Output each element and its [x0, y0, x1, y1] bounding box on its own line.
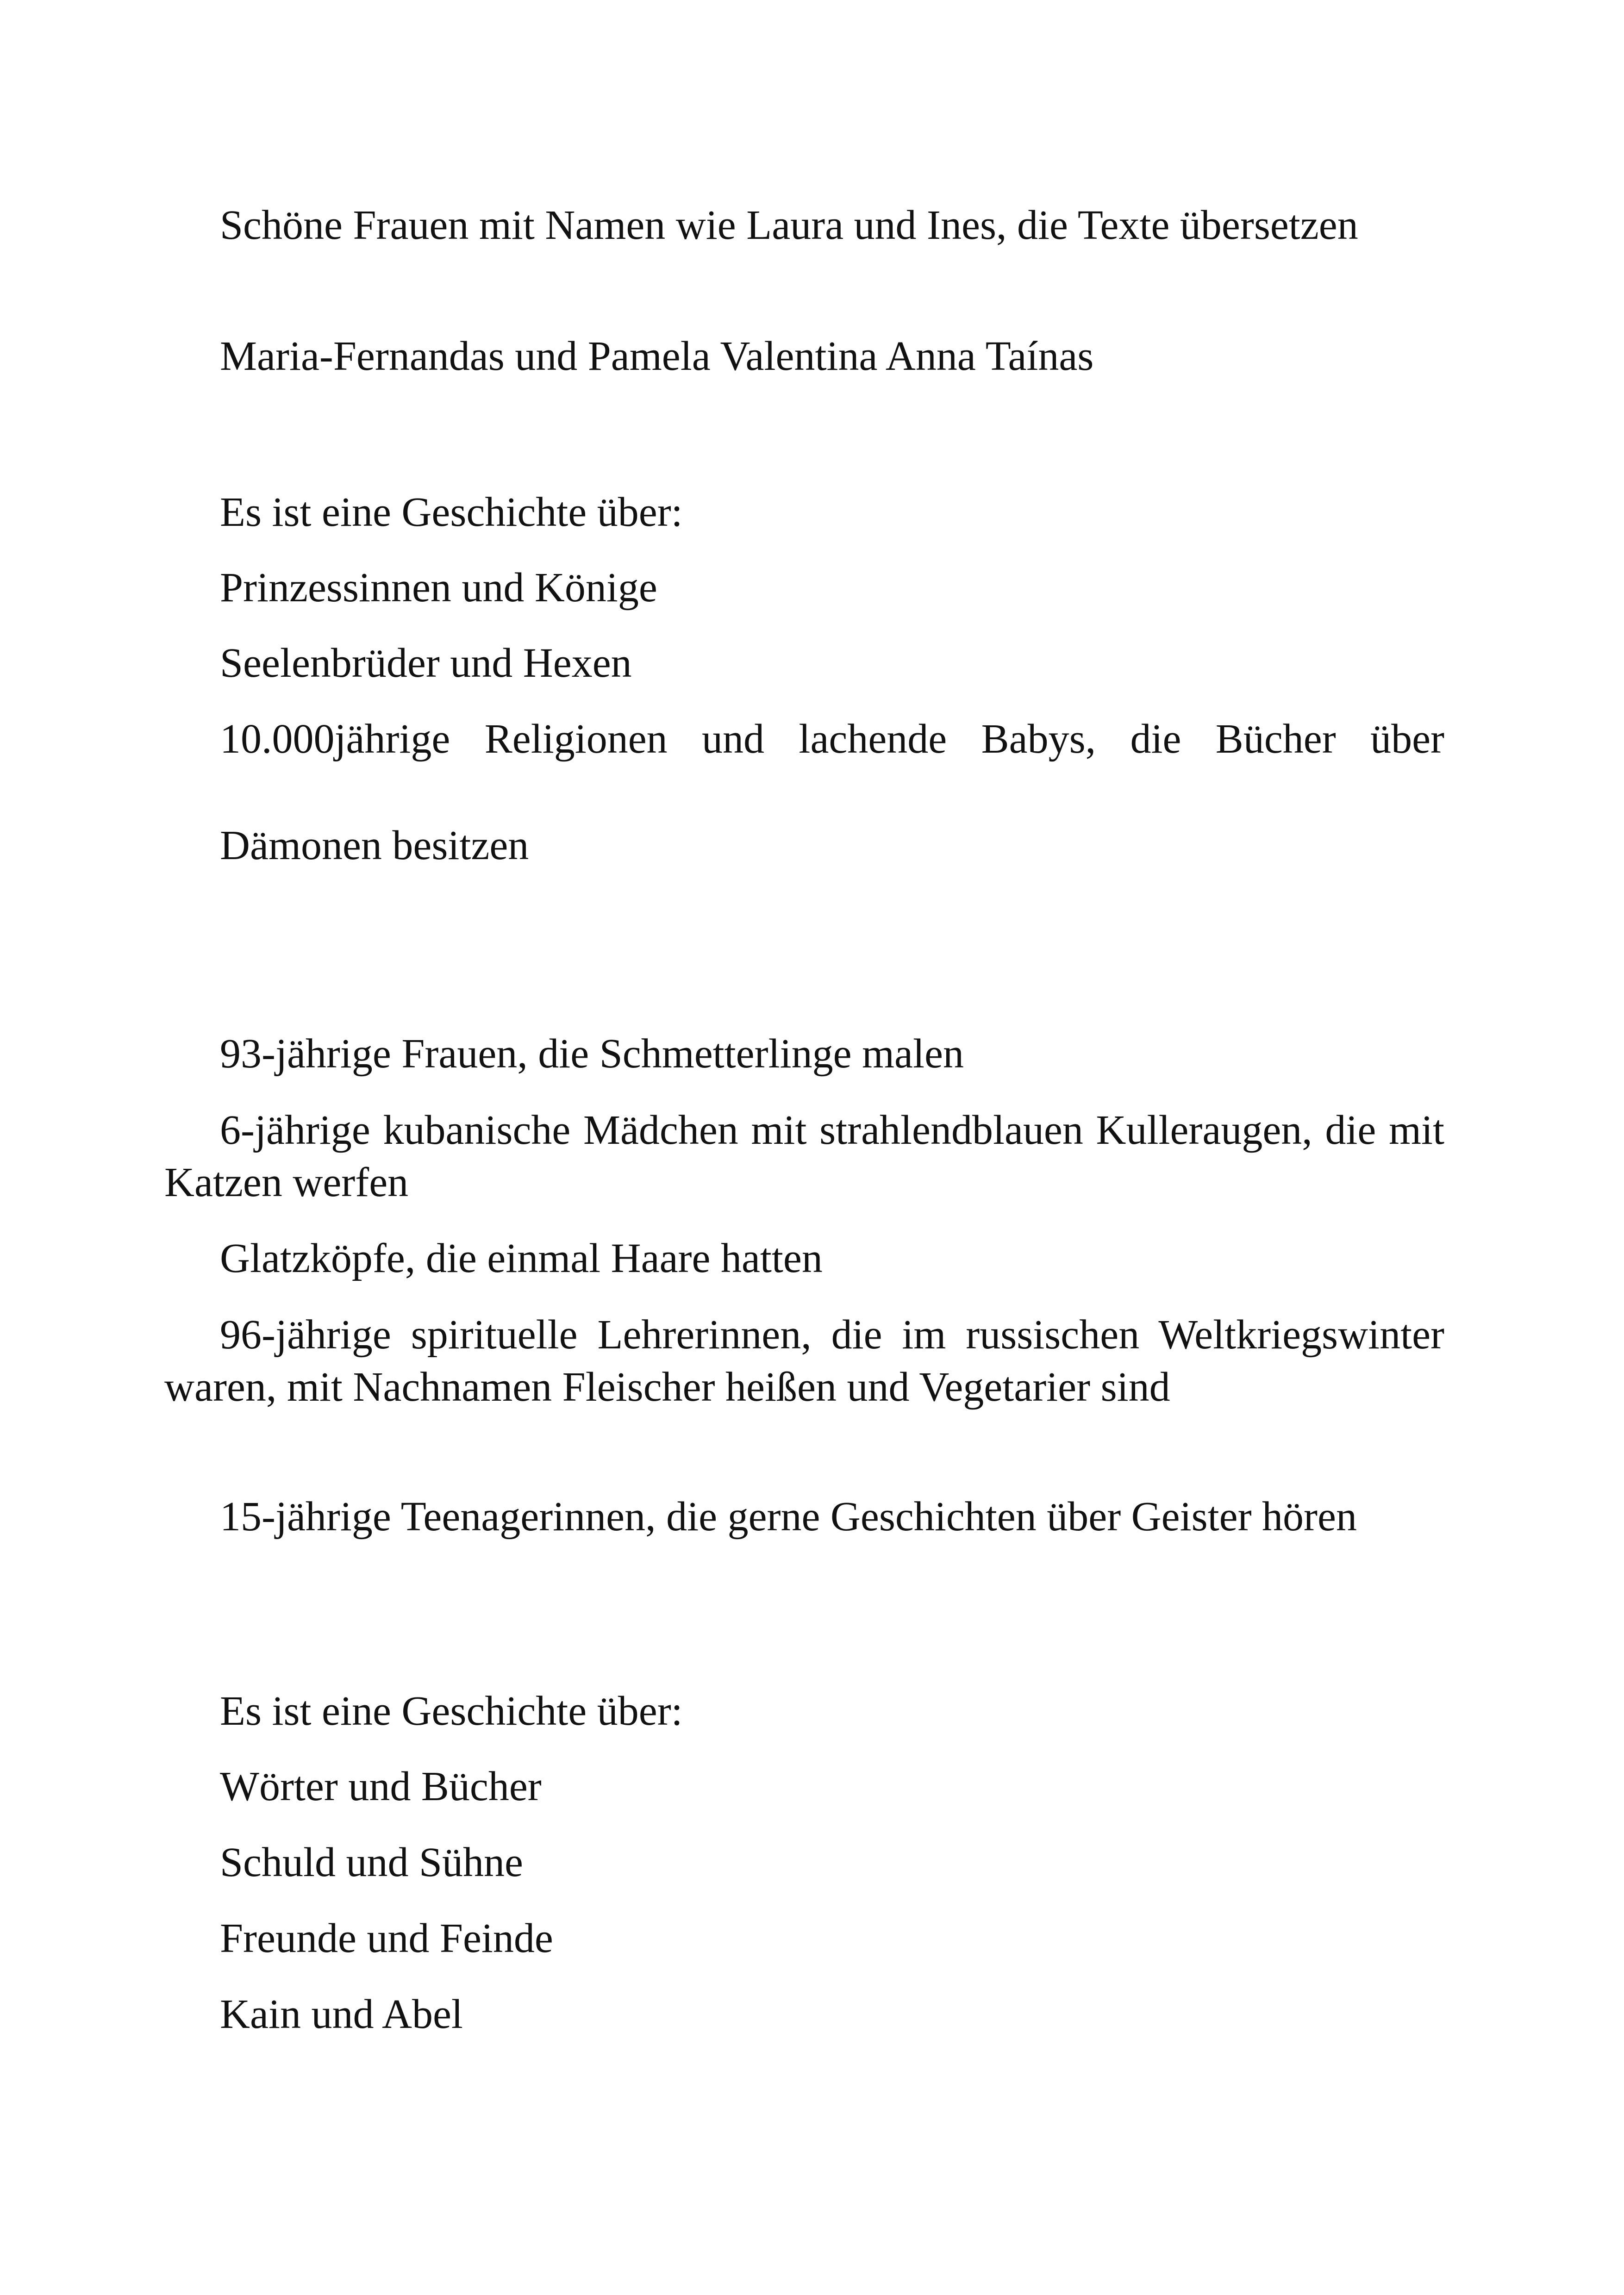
paragraph-93-jaehrige: 93-jährige Frauen, die Schmetterlinge malen	[220, 1031, 964, 1077]
paragraph-woerter: Wörter und Bücher	[220, 1764, 542, 1809]
paragraph-96-jaehrige: 96-jährige spirituelle Lehrerinnen, die im russischen Weltkriegswinter waren, mit Nachnamen Fleischer heißen und Vegetarier sind	[164, 1312, 1444, 1410]
paragraph-freunde: Freunde und Feinde	[220, 1915, 553, 1961]
paragraph-maria-fernandas: Maria-Fernandas und Pamela Valentina Anna Taínas	[220, 333, 1094, 379]
paragraph-6-jaehrige: 6-jährige kubanische Mädchen mit strahlendblauen Kulleraugen, die mit Katzen werfen	[164, 1107, 1444, 1205]
paragraph-prinzessinnen: Prinzessinnen und Könige	[220, 565, 657, 611]
paragraph-kain: Kain und Abel	[220, 1991, 463, 2037]
paragraph-geschichte-heading-1: Es ist eine Geschichte über:	[220, 489, 683, 535]
paragraph-schoene-frauen: Schöne Frauen mit Namen wie Laura und Ines, die Texte übersetzen	[220, 202, 1358, 248]
paragraph-schuld: Schuld und Sühne	[220, 1840, 524, 1885]
paragraph-15-jaehrige: 15-jährige Teenagerinnen, die gerne Geschichten über Geister hören	[220, 1494, 1357, 1540]
paragraph-daemonen: Dämonen besitzen	[220, 823, 529, 868]
paragraph-seelenbrueder: Seelenbrüder und Hexen	[220, 640, 632, 686]
paragraph-glatzkoepfe: Glatzköpfe, die einmal Haare hatten	[220, 1235, 823, 1281]
paragraph-religionen: 10.000jährige Religionen und lachende Babys, die Bücher über	[220, 716, 1444, 762]
paragraph-geschichte-heading-2: Es ist eine Geschichte über:	[220, 1688, 683, 1734]
